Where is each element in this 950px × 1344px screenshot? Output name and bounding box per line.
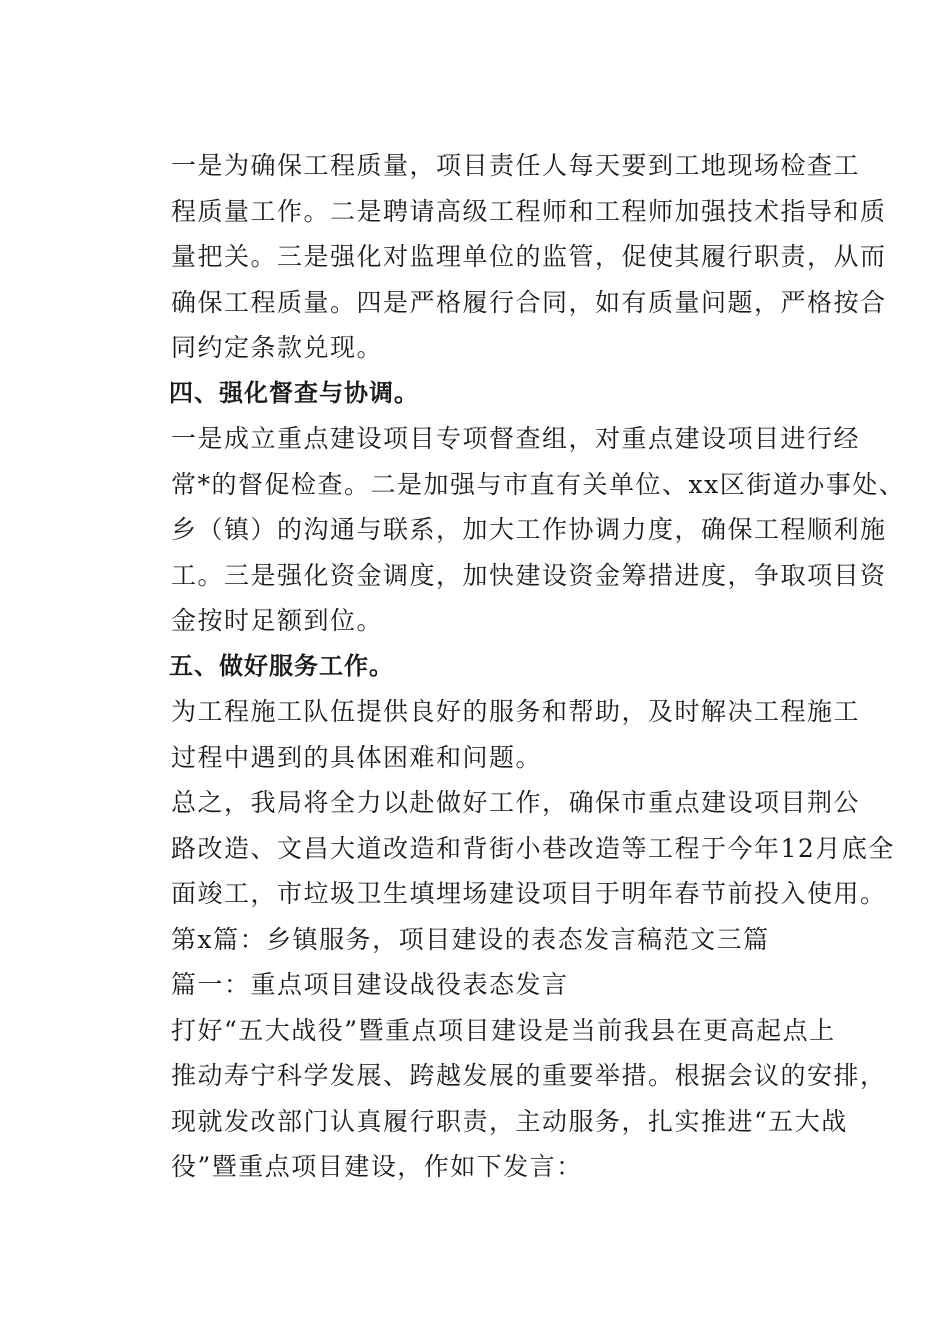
text-line: 推动寿宁科学发展、跨越发展的重要举措。根据会议的安排， xyxy=(171,1061,887,1090)
paragraph-quality-measures xyxy=(121,143,887,371)
text-line: 打好“五大战役”暨重点项目建设是当前我县在更高起点上 xyxy=(171,1015,836,1045)
document-body xyxy=(121,143,906,1190)
text-line: 路改造、文昌大道改造和背街小巷改造等工程于今年12月底全 xyxy=(171,833,895,863)
text-line: 为工程施工队伍提供良好的服务和帮助，及时解决工程施工 xyxy=(171,697,861,726)
text-line: 乡（镇）的沟通与联系，加大工作协调力度，确保工程顺利施 xyxy=(171,515,887,544)
text-line: 同约定条款兑现。 xyxy=(171,333,384,362)
text-line: 量把关。三是强化对监理单位的监管，促使其履行职责，从而 xyxy=(171,242,887,271)
text-line: 程质量工作。二是聘请高级工程师和工程师加强技术指导和质 xyxy=(171,196,887,226)
paragraph-intro xyxy=(121,1008,887,1190)
text-line: 过程中遇到的具体困难和问题。 xyxy=(171,742,543,772)
paragraph-service xyxy=(121,689,861,780)
text-line: 现就发改部门认真履行职责，主动服务，扎实推进“五大战 xyxy=(171,1106,848,1136)
paragraph-summary xyxy=(121,780,895,917)
text-line: 确保工程质量。四是严格履行合同，如有质量问题，严格按合 xyxy=(171,287,887,317)
text-line: 第x篇：乡镇服务，项目建设的表态发言稿范文三篇 xyxy=(171,924,770,954)
text-line: 篇一：重点项目建设战役表态发言 xyxy=(171,970,569,999)
text-line: 金按时足额到位。 xyxy=(171,606,384,635)
text-line: 总之，我局将全力以赴做好工作，确保市重点建设项目荆公 xyxy=(171,788,861,817)
section-heading-four: 四、强化督查与协调。 xyxy=(169,378,419,407)
text-line: 面竣工，市垃圾卫生填埋场建设项目于明年春节前投入使用。 xyxy=(171,879,887,908)
article-title xyxy=(121,962,833,1008)
section-heading-five: 五、做好服务工作。 xyxy=(169,651,394,680)
text-line: 役”暨重点项目建设，作如下发言： xyxy=(171,1152,583,1181)
text-line: 工。三是强化资金调度，加快建设资金筹措进度，争取项目资 xyxy=(171,560,887,590)
paragraph-supervision xyxy=(121,416,906,644)
text-line: 常*的督促检查。二是加强与市直有关单位、xx区街道办事处、 xyxy=(171,469,906,499)
text-line: 一是为确保工程质量，项目责任人每天要到工地现场检查工 xyxy=(171,151,861,180)
text-line: 一是成立重点建设项目专项督查组，对重点建设项目进行经 xyxy=(171,424,861,453)
chapter-title xyxy=(121,917,833,963)
